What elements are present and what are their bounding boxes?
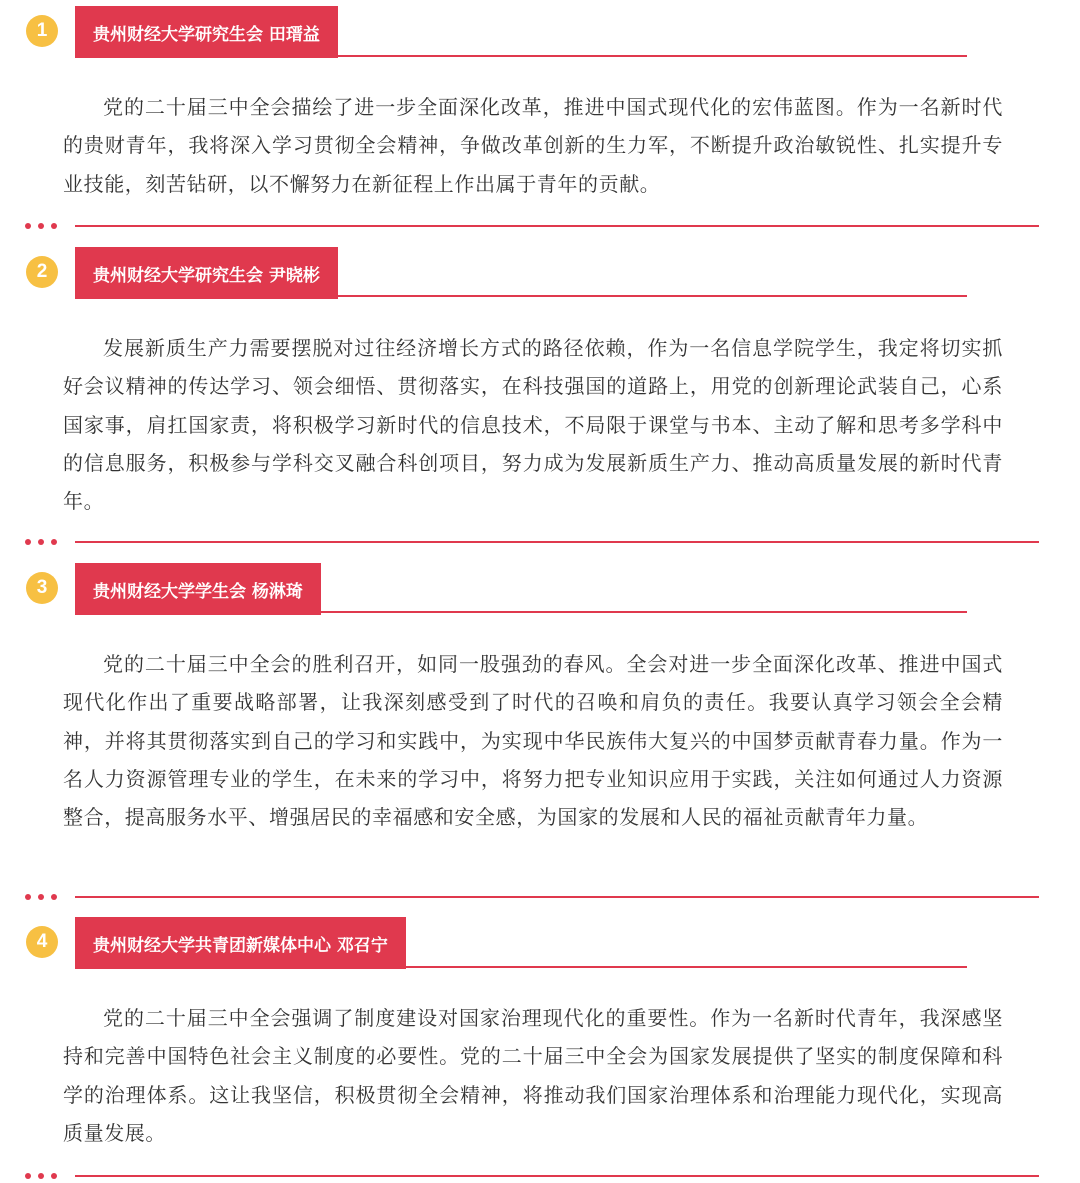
author-tag: 贵州财经大学学生会 杨淋琦: [75, 563, 321, 615]
divider-dot: [38, 894, 44, 900]
section-divider: [0, 1173, 1080, 1183]
divider-line: [75, 541, 1039, 543]
divider-dot: [25, 894, 31, 900]
divider-dot: [25, 539, 31, 545]
tag-underline: [75, 611, 967, 613]
divider-dot: [38, 223, 44, 229]
tag-underline: [75, 295, 967, 297]
section-divider: [0, 223, 1080, 233]
section-body: 发展新质生产力需要摆脱对过往经济增长方式的路径依赖，作为一名信息学院学生，我定将切实抓好会议精神的传达学习、领会细悟、贯彻落实，在科技强国的道路上，用党的创新理论武装自己，心系国家事，肩扛国家责，将积极学习新时代的信息技术，不局限于课堂与书本、主动了解和思考多学科中的信息服务，积极参与学科交叉融合科创项目，努力成为发展新质生产力、推动高质量发展的新时代青年。: [63, 336, 1003, 514]
section-body: 党的二十届三中全会强调了制度建设对国家治理现代化的重要性。作为一名新时代青年，我深感坚持和完善中国特色社会主义制度的必要性。党的二十届三中全会为国家发展提供了坚实的制度保障和科学的治理体系。这让我坚信，积极贯彻全会精神，将推动我们国家治理体系和治理能力现代化，实现高质量发展。: [63, 1006, 1003, 1145]
tag-underline: [75, 966, 967, 968]
section-body: 党的二十届三中全会描绘了进一步全面深化改革，推进中国式现代化的宏伟蓝图。作为一名新时代的贵财青年，我将深入学习贯彻全会精神，争做改革创新的生力军，不断提升政治敏锐性、扎实提升专业技能，刻苦钻研，以不懈努力在新征程上作出属于青年的贡献。: [63, 95, 1003, 196]
divider-dot: [38, 539, 44, 545]
divider-dot: [51, 894, 57, 900]
number-badge: 1: [26, 15, 58, 47]
number-badge: 2: [26, 256, 58, 288]
divider-dot: [51, 1173, 57, 1179]
divider-dot: [38, 1173, 44, 1179]
divider-line: [75, 1175, 1039, 1177]
section-divider: [0, 894, 1080, 904]
divider-dot: [51, 223, 57, 229]
divider-dot: [51, 539, 57, 545]
divider-dot: [25, 1173, 31, 1179]
divider-line: [75, 225, 1039, 227]
author-tag: 贵州财经大学共青团新媒体中心 邓召宁: [75, 917, 406, 969]
divider-dot: [25, 223, 31, 229]
tag-underline: [75, 55, 967, 57]
author-tag: 贵州财经大学研究生会 田瑨益: [75, 6, 338, 58]
author-tag: 贵州财经大学研究生会 尹晓彬: [75, 247, 338, 299]
section-body: 党的二十届三中全会的胜利召开，如同一股强劲的春风。全会对进一步全面深化改革、推进中国式现代化作出了重要战略部署，让我深刻感受到了时代的召唤和肩负的责任。我要认真学习领会全会精神，并将其贯彻落实到自己的学习和实践中，为实现中华民族伟大复兴的中国梦贡献青春力量。作为一名人力资源管理专业的学生，在未来的学习中，将努力把专业知识应用于实践，关注如何通过人力资源整合，提高服务水平、增强居民的幸福感和安全感，为国家的发展和人民的福祉贡献青年力量。: [63, 652, 1003, 830]
number-badge: 3: [26, 572, 58, 604]
number-badge: 4: [26, 926, 58, 958]
divider-line: [75, 896, 1039, 898]
section-divider: [0, 539, 1080, 549]
